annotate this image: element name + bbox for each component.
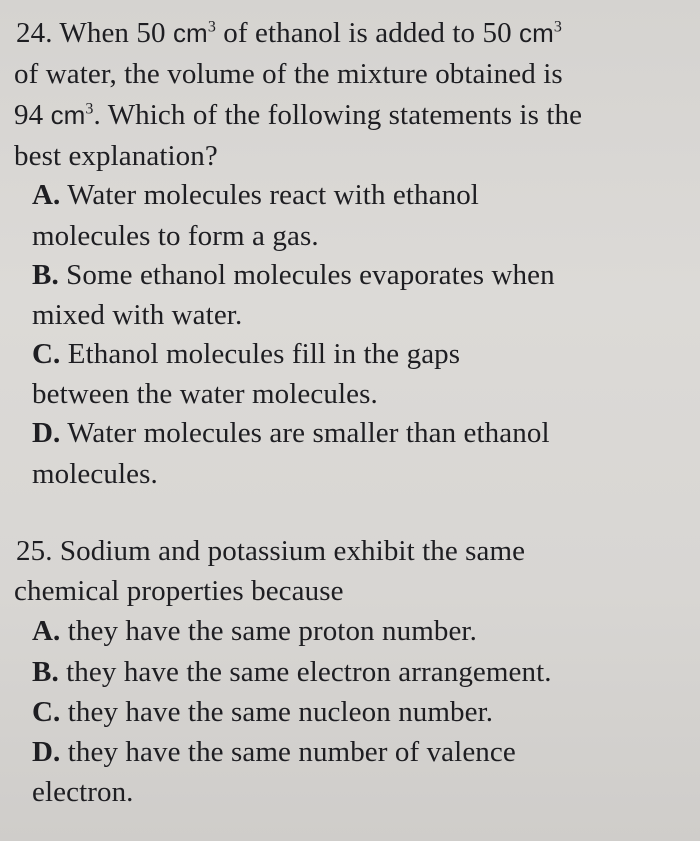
q24-line-3	[14, 96, 582, 134]
q24-option-a	[32, 176, 479, 214]
q24-value-2: 50	[482, 17, 512, 49]
q25-option-c	[32, 693, 493, 731]
q24-option-a-text: Water molecules react with ethanol	[60, 179, 479, 211]
q24-number: 24.	[16, 17, 53, 49]
q25-option-d-letter: D.	[32, 736, 61, 768]
q24-option-a-text-2: molecules to form a gas.	[32, 220, 319, 252]
q24-unit-1: cm	[172, 18, 208, 48]
q25-option-d-cont	[32, 773, 134, 811]
q24-line-4	[14, 137, 218, 175]
q24-value-1: 50	[136, 17, 166, 49]
q25-option-d	[32, 733, 516, 771]
q25-option-d-text: they have the same number of valence	[60, 736, 516, 768]
q25-option-b-text: they have the same electron arrangement.	[58, 656, 552, 688]
q24-text-line-4: best explanation?	[14, 140, 218, 172]
q24-option-d-cont	[32, 455, 158, 493]
q24-option-b-text-2: mixed with water.	[32, 299, 243, 331]
q25-number: 25.	[16, 535, 53, 567]
q24-option-c-cont	[32, 375, 378, 413]
q24-unit-2: cm	[519, 18, 554, 48]
q24-option-d-text-2: molecules.	[32, 458, 158, 490]
q24-line-2	[14, 55, 563, 93]
q24-text-b: of ethanol is added to	[215, 17, 483, 49]
q24-option-b-text: Some ethanol molecules evaporates when	[58, 259, 555, 291]
q25-option-c-letter: C.	[32, 696, 61, 728]
q24-text-line-2: of water, the volume of the mixture obtained is	[14, 58, 563, 90]
q25-text-line-1: Sodium and potassium exhibit the same	[52, 535, 526, 567]
q24-value-3: 94	[14, 99, 44, 131]
q25-option-b	[32, 653, 552, 691]
q24-option-b-letter: B.	[32, 259, 59, 291]
q25-option-a-text: they have the same proton number.	[60, 615, 477, 647]
q25-option-d-text-2: electron.	[32, 776, 134, 808]
q25-line-1	[16, 532, 525, 570]
q24-option-a-cont	[32, 217, 319, 255]
q24-option-b	[32, 256, 555, 294]
q25-option-c-text: they have the same nucleon number.	[60, 696, 494, 728]
q24-option-c	[32, 335, 460, 373]
q24-sup-1: 3	[207, 18, 216, 36]
q24-option-b-cont	[32, 296, 242, 334]
q24-option-a-letter: A.	[32, 179, 61, 211]
q24-option-c-text: Ethanol molecules fill in the gaps	[60, 338, 461, 370]
q24-option-c-text-2: between the water molecules.	[32, 378, 378, 410]
q25-line-2	[14, 572, 344, 610]
q24-sup-2: 3	[553, 18, 563, 36]
q24-option-d-letter: D.	[32, 417, 61, 449]
q24-line-1	[16, 14, 562, 52]
q24-text-line-3: . Which of the following statements is the	[93, 99, 583, 131]
q24-option-d	[32, 414, 550, 452]
q24-sup-3: 3	[85, 100, 94, 118]
q25-option-a	[32, 612, 477, 650]
q24-option-d-text: Water molecules are smaller than ethanol	[60, 417, 550, 449]
q24-option-c-letter: C.	[32, 338, 61, 370]
q25-option-b-letter: B.	[32, 656, 59, 688]
q24-text-a: When	[59, 17, 137, 49]
q24-unit-3: cm	[50, 100, 86, 130]
q25-option-a-letter: A.	[32, 615, 61, 647]
q25-text-line-2: chemical properties because	[14, 575, 344, 607]
